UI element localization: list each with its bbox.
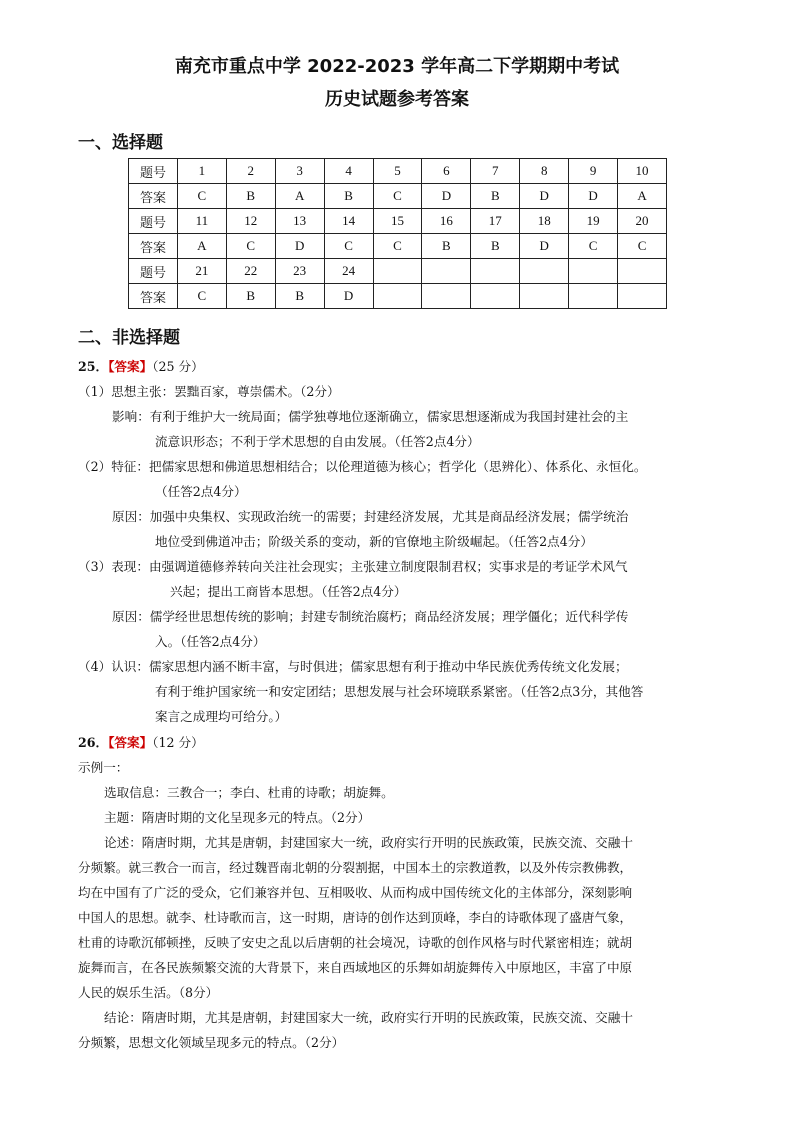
- q25-line: （4）认识：儒家思想内涵不断丰富，与时俱进；儒家思想有利于推动中华民族优秀传统文化发展；: [78, 659, 628, 674]
- answer-cell: [569, 284, 618, 309]
- question-number-cell: 24: [324, 259, 373, 284]
- question-number-cell: 7: [471, 159, 520, 184]
- answer-row: [129, 234, 667, 259]
- answer-cell: D: [324, 284, 373, 309]
- answer-cell: C: [618, 234, 667, 259]
- answer-cell: [373, 284, 422, 309]
- question-number-cell: 3: [275, 159, 324, 184]
- question-number-cell: 8: [520, 159, 569, 184]
- question-number-cell: 2: [226, 159, 275, 184]
- answer-cell: D: [422, 184, 471, 209]
- q25-line: 地位受到佛道冲击；阶级关系的变动，新的官僚地主阶级崛起。（任答2点4分）: [155, 534, 593, 549]
- q25-line: （1）思想主张：罢黜百家，尊崇儒术。（2分）: [78, 384, 340, 399]
- question-number-cell: 11: [177, 209, 226, 234]
- question-number-cell: 9: [569, 159, 618, 184]
- answer-row: [129, 184, 667, 209]
- q25-line: 兴起；提出工商皆本思想。（任答2点4分）: [170, 584, 407, 599]
- question-label-cell: 题号: [129, 259, 178, 284]
- answer-cell: D: [520, 234, 569, 259]
- q25-number: 25．: [78, 359, 109, 374]
- q26-line: 示例一：: [78, 760, 129, 775]
- question-number-cell: 20: [618, 209, 667, 234]
- question-number-cell: 10: [618, 159, 667, 184]
- question-number-cell: 21: [177, 259, 226, 284]
- question-number-row: [129, 259, 667, 284]
- question-number-cell: 14: [324, 209, 373, 234]
- choice-section-heading: 一、选择题: [78, 133, 163, 153]
- question-number-cell: 12: [226, 209, 275, 234]
- answer-label-cell: 答案: [129, 284, 178, 309]
- question-number-row: [129, 159, 667, 184]
- q26-score: （12 分）: [152, 735, 204, 750]
- question-number-cell: [520, 259, 569, 284]
- question-number-cell: [422, 259, 471, 284]
- answer-cell: B: [226, 184, 275, 209]
- q25-answer-tag: 【答案】: [108, 359, 153, 374]
- answer-table: [128, 158, 667, 309]
- answer-cell: B: [275, 284, 324, 309]
- q25-line: 影响：有利于维护大一统局面；儒学独尊地位逐渐确立，儒家思想逐渐成为我国封建社会的主: [112, 409, 629, 424]
- q26-line: 人民的娱乐生活。（8分）: [78, 985, 219, 1000]
- answer-cell: A: [618, 184, 667, 209]
- answer-row: [129, 284, 667, 309]
- question-number-cell: 19: [569, 209, 618, 234]
- question-number-cell: [471, 259, 520, 284]
- q26-line: 主题：隋唐时期的文化呈现多元的特点。（2分）: [104, 810, 371, 825]
- q25-line: 入。（任答2点4分）: [155, 634, 266, 649]
- answer-cell: C: [569, 234, 618, 259]
- q25-line: 流意识形态；不利于学术思想的自由发展。（任答2点4分）: [155, 434, 480, 449]
- answer-cell: B: [422, 234, 471, 259]
- question-number-cell: 1: [177, 159, 226, 184]
- question-label-cell: 题号: [129, 159, 178, 184]
- q25-line: 原因：儒学经世思想传统的影响；封建专制统治腐朽；商品经济发展；理学僵化；近代科学传: [112, 609, 629, 624]
- answer-cell: C: [177, 284, 226, 309]
- answer-cell: C: [177, 184, 226, 209]
- answer-cell: A: [275, 184, 324, 209]
- question-number-cell: 23: [275, 259, 324, 284]
- answer-cell: D: [569, 184, 618, 209]
- answer-cell: [520, 284, 569, 309]
- q26-line: 分频繁，思想文化领域呈现多元的特点。（2分）: [78, 1035, 345, 1050]
- answer-cell: A: [177, 234, 226, 259]
- answer-cell: [618, 284, 667, 309]
- question-number-cell: 18: [520, 209, 569, 234]
- answer-cell: D: [520, 184, 569, 209]
- q26-line: 中国人的思想。就李、杜诗歌而言，这一时期，唐诗的创作达到顶峰，李白的诗歌体现了盛唐气象，: [78, 910, 633, 925]
- answer-cell: C: [373, 184, 422, 209]
- q26-line: 选取信息：三教合一；李白、杜甫的诗歌；胡旋舞。: [104, 785, 394, 800]
- q25-score: （25 分）: [152, 359, 204, 374]
- page-subtitle: 历史试题参考答案: [325, 89, 469, 110]
- q25-line: 案言之成理均可给分。）: [155, 709, 288, 724]
- q26-line: 均在中国有了广泛的受众，它们兼容并包、互相吸收、从而构成中国传统文化的主体部分，深刻影响: [78, 885, 633, 900]
- answer-cell: B: [471, 234, 520, 259]
- answer-label-cell: 答案: [129, 234, 178, 259]
- page-title: 南充市重点中学 2022-2023 学年高二下学期期中考试: [174, 56, 620, 77]
- question-label-cell: 题号: [129, 209, 178, 234]
- q25-line: （2）特征：把儒家思想和佛道思想相结合；以伦理道德为核心；哲学化（思辨化）、体系化、永恒化。: [78, 459, 647, 474]
- answer-cell: B: [471, 184, 520, 209]
- q25-line: 原因：加强中央集权、实现政治统一的需要；封建经济发展，尤其是商品经济发展；儒学统治: [112, 509, 629, 524]
- question-number-cell: 16: [422, 209, 471, 234]
- question-number-cell: [373, 259, 422, 284]
- q26-line: 论述：隋唐时期，尤其是唐朝，封建国家大一统，政府实行开明的民族政策，民族交流、交融十: [104, 835, 633, 850]
- question-number-cell: [569, 259, 618, 284]
- q25-line: （任答2点4分）: [155, 484, 247, 499]
- q26-line: 旋舞而言，在各民族频繁交流的大背景下，来自西域地区的乐舞如胡旋舞传入中原地区，丰富了中原: [78, 960, 633, 975]
- q26-number: 26．: [78, 735, 109, 750]
- q25-header: [78, 358, 204, 376]
- answer-cell: C: [226, 234, 275, 259]
- question-number-cell: 4: [324, 159, 373, 184]
- answer-cell: C: [373, 234, 422, 259]
- q25-line: 有利于维护国家统一和安定团结；思想发展与社会环境联系紧密。（任答2点3分，其他答: [155, 684, 644, 699]
- question-number-cell: 5: [373, 159, 422, 184]
- question-number-cell: [618, 259, 667, 284]
- q26-header: [78, 734, 204, 752]
- q26-line: 分频繁。就三教合一而言，经过魏晋南北朝的分裂割据，中国本土的宗教道教，以及外传宗教佛教，: [78, 860, 633, 875]
- answer-cell: B: [324, 184, 373, 209]
- answer-label-cell: 答案: [129, 184, 178, 209]
- question-number-cell: 22: [226, 259, 275, 284]
- answer-cell: B: [226, 284, 275, 309]
- q26-line: 结论：隋唐时期，尤其是唐朝，封建国家大一统，政府实行开明的民族政策，民族交流、交融十: [104, 1010, 633, 1025]
- q25-line: （3）表现：由强调道德修养转向关注社会现实；主张建立制度限制君权；实事求是的考证学术风气: [78, 559, 628, 574]
- question-number-row: [129, 209, 667, 234]
- nonchoice-section-heading: 二、非选择题: [78, 328, 180, 348]
- answer-cell: [471, 284, 520, 309]
- question-number-cell: 13: [275, 209, 324, 234]
- question-number-cell: 6: [422, 159, 471, 184]
- question-number-cell: 15: [373, 209, 422, 234]
- q26-answer-tag: 【答案】: [108, 735, 153, 750]
- q26-line: 杜甫的诗歌沉郁顿挫，反映了安史之乱以后唐朝的社会境况，诗歌的创作风格与时代紧密相连；就胡: [78, 935, 633, 950]
- question-number-cell: 17: [471, 209, 520, 234]
- answer-cell: D: [275, 234, 324, 259]
- answer-cell: [422, 284, 471, 309]
- answer-cell: C: [324, 234, 373, 259]
